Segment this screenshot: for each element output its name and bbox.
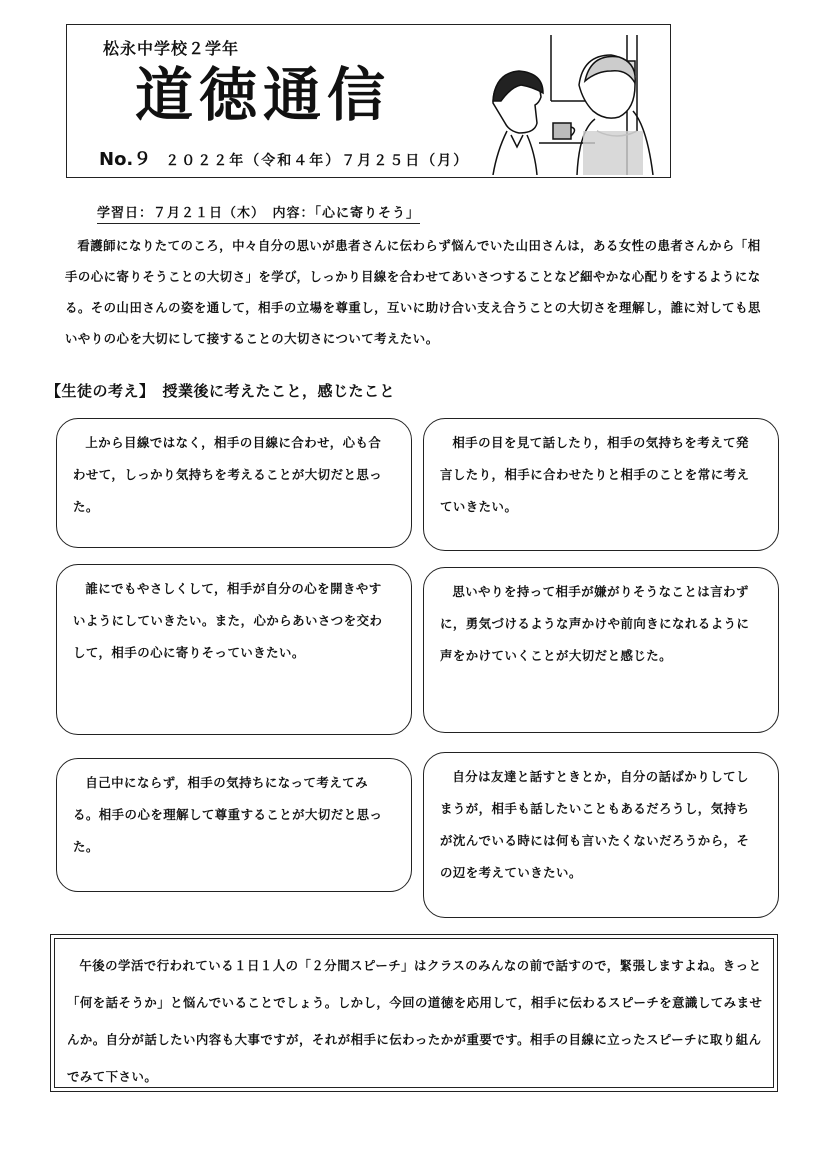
issue-date: ２０２２年（令和４年）７月２５日（月）: [165, 153, 470, 169]
nurse-and-patient-illustration: [487, 31, 667, 175]
section-heading: 【生徒の考え】 授業後に考えたこと，感じたこと: [46, 382, 396, 400]
newsletter-header: [66, 24, 671, 178]
student-comment: 自分は友達と話すときとか，自分の話ばかりしてしまうが，相手も話したいこともあるだろうし，気持ちが沈んでいる時には何も言いたくないだろうから，その辺を考えていきたい。: [423, 752, 779, 918]
student-comment: 相手の目を見て話したり，相手の気持ちを考えて発言したり，相手に合わせたりと相手のことを常に考えていきたい。: [423, 418, 779, 551]
school-name: 松永中学校２学年: [103, 39, 240, 58]
student-comment: 思いやりを持って相手が嫌がりそうなことは言わずに，勇気づけるような声かけや前向きになれるように声をかけていくことが大切だと感じた。: [423, 567, 779, 733]
lesson-summary: 看護師になりたてのころ，中々自分の思いが患者さんに伝わらず悩んでいた山田さんは，ある女性の患者さんから「相手の心に寄りそうことの大切さ」を学び，しっかり目線を合わせてあいさつすることなど細やかな心配りをするようになる。その山田さんの姿を通して，相手の立場を尊重し，互いに助け合い支え合うことの大切さを理解し，誰に対しても思いやりの心を大切にして接することの大切さについて考えたい。: [65, 238, 761, 346]
newsletter-title: 道徳通信: [135, 61, 392, 129]
student-comment: 誰にでもやさしくして，相手が自分の心を開きやすいようにしていきたい。また，心からあいさつを交わして，相手の心に寄りそっていきたい。: [56, 564, 412, 735]
teacher-message: 午後の学活で行われている１日１人の「２分間スピーチ」はクラスのみんなの前で話すので，緊張しますよね。きっと「何を話そうか」と悩んでいることでしょう。しかし，今回の道徳を応用して，相手に伝わるスピーチを意識してみませんか。自分が話したい内容も大事ですが，それが相手に伝わったかが重要です。相手の目線に立ったスピーチに取り組んでみて下さい。: [54, 938, 774, 1088]
student-comment: 自己中にならず，相手の気持ちになって考えてみる。相手の心を理解して尊重することが大切だと思った。: [56, 758, 412, 892]
lesson-date-and-topic: 学習日：７月２１日（木） 内容：「心に寄りそう」: [97, 202, 420, 224]
issue-number: No.９: [99, 149, 152, 170]
teacher-message-box: [50, 934, 778, 1092]
student-comment: 上から目線ではなく，相手の目線に合わせ，心も合わせて，しっかり気持ちを考えることが大切だと思った。: [56, 418, 412, 548]
issue-line: [99, 145, 469, 171]
